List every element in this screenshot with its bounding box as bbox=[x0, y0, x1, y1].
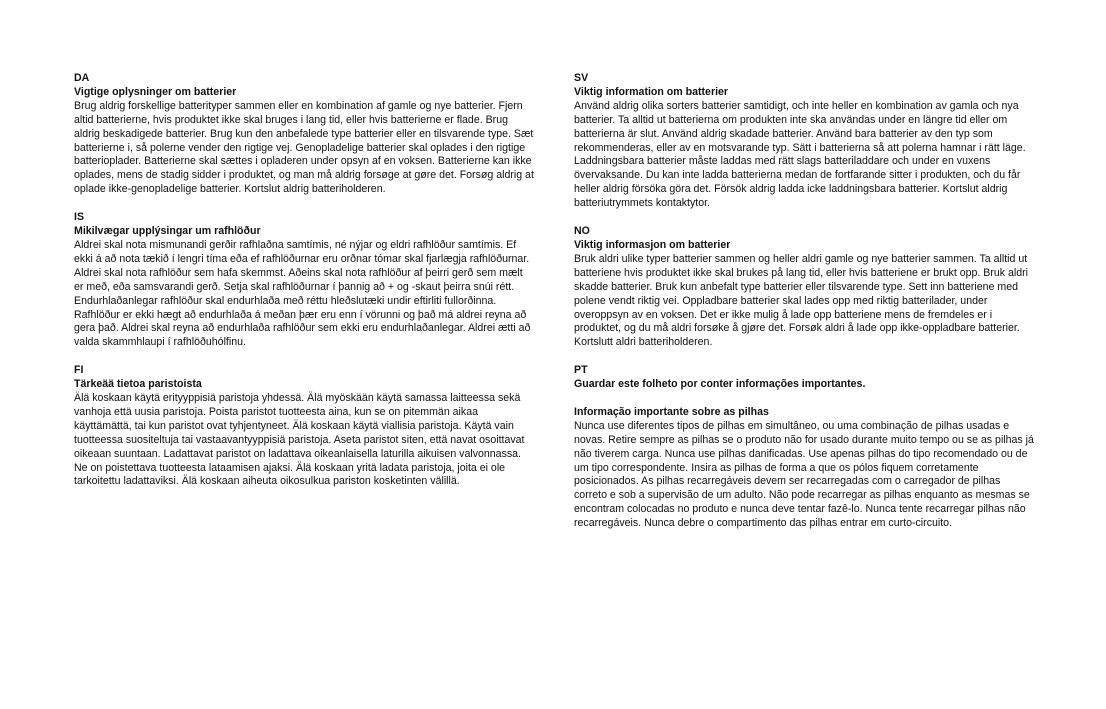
right-column bbox=[574, 72, 1034, 545]
section-sv bbox=[574, 72, 1034, 211]
section-body: Brug aldrig forskellige batterityper sammen eller en kombination af gamle og nye batterier. Fjern altid batterierne, hvis produktet ikke skal bruges i lang tid, eller hvis batterierne er flade. Brug aldrig beskadigede batterier. Brug kun den anbefalede type batterier eller en tilsvarende type. Sæt batterierne i, så polerne vender den rigtige vej. Genopladelige batterier skal oplades i den rigtige batterioplader. Batterierne skal sættes i opladeren under opsyn af en voksen. Batterierne kan ikke oplades, mens de stadig sidder i produktet, og man må aldrig forsøge at gøre det. Forsøg aldrig at oplade ikke-genopladelige batterier. Kortslut aldrig batteriholderen. bbox=[74, 99, 534, 196]
language-code: PT bbox=[574, 364, 588, 377]
language-code: DA bbox=[74, 72, 90, 84]
section-pt bbox=[574, 364, 1034, 531]
language-code: SV bbox=[574, 72, 589, 84]
language-code: IS bbox=[74, 211, 85, 224]
section-no bbox=[574, 225, 1034, 350]
language-code: NO bbox=[574, 225, 590, 238]
section-is bbox=[74, 211, 534, 350]
keep-leaflet-notice: Guardar este folheto por conter informações importantes. bbox=[574, 378, 866, 391]
section-body: Bruk aldri ulike typer batterier sammen og heller aldri gamle og nye batterier sammen. Ta alltid ut batteriene hvis produktet ikke skal brukes på lang tid, eller hvis batteriene er brukt opp. Bruk aldri skadde batterier. Bruk kun anbefalt type batterier eller tilsvarende type. Sett inn batteriene med polene vendt riktig vei. Oppladbare batterier skal lades opp med riktig batterilader, under overoppsyn av en voksen. Det er ikke mulig å lade opp batteriene mens de fremdeles er i produktet, og du må aldri forsøke å gjøre det. Forsøk aldri å lade opp ikke-oppladbare batterier. Kortslutt aldri batteriholderen. bbox=[574, 252, 1029, 349]
left-column bbox=[74, 72, 534, 503]
section-heading: Tärkeää tietoa paristoista bbox=[74, 378, 202, 391]
section-heading: Vigtige oplysninger om batterier bbox=[74, 85, 237, 98]
section-heading: Viktig informasjon om batterier bbox=[574, 238, 731, 251]
section-heading: Informação importante sobre as pilhas bbox=[574, 405, 769, 418]
section-heading: Mikilvægar upplýsingar um rafhlöður bbox=[74, 225, 261, 238]
section-heading: Viktig information om batterier bbox=[574, 85, 729, 98]
section-fi bbox=[74, 364, 534, 489]
section-body: Älä koskaan käytä erityyppisiä paristoja yhdessä. Älä myöskään käytä samassa laitteessa sekä vanhoja että uusia paristoja. Poista paristot tuotteesta aina, kun se on pitemmän aikaa käyttämättä, tai kun paristot ovat tyhjentyneet. Älä koskaan käytä viallisia paristoja. Käytä vain tuotteessa suositeltuja tai vastaavantyyppisiä paristoja. Aseta paristot siten, että navat osoittavat oikeaan suuntaan. Ladattavat paristot on ladattava oikeanlaisella laturilla aikuisen valvonnassa. Ne on poistettava tuotteesta lataamisen ajaksi. Älä koskaan yritä ladata paristoja, joita ei ole tarkoitettu ladattaviksi. Älä koskaan aiheuta oikosulkua pariston kosketinten välillä. bbox=[74, 392, 525, 488]
section-body: Använd aldrig olika sorters batterier samtidigt, och inte heller en kombination av gamla och nya batterier. Ta alltid ut batterierna om produkten inte ska användas under en längre tid eller om batterierna är slut. Använd aldrig skadade batterier. Använd bara batterier av den typ som rekommenderas, eller av en motsvarande typ. Sätt i batterierna så att polerna hamnar i rätt läge. Laddningsbara batterier måste laddas med rätt slags batteriladdare och under en vuxens övervaksande. Du kan inte ladda batterierna medan de fortfarande sitter i produkten, och du får heller aldrig försöka göra det. Försök aldrig ladda icke laddningsbara batterier. Kortslut aldrig batteriutrymmets kontaktytor. bbox=[574, 99, 1026, 210]
section-da bbox=[74, 72, 534, 197]
language-code: FI bbox=[74, 364, 84, 377]
section-body: Aldrei skal nota mismunandi gerðir rafhlaðna samtímis, né nýjar og eldri rafhlöður samtímis. Ef ekki á að nota tækið í lengri tíma eða ef rafhlöðurnar eru orðnar tómar skal fjarlægja rafhlöðurnar. Aldrei skal nota rafhlöður sem hafa skemmst. Aðeins skal nota rafhlöður af þeirri gerð sem mælt er með, eða samsvarandi gerð. Setja skal rafhlöðurnar í þannig að + og -skaut þeirra snúi rétt. Endurhlaðanlegar rafhlöður skal endurhlaða með réttu hleðslutæki undir eftirliti fullorðinna. Rafhlöður er ekki hægt að endurhlaða á meðan þær eru enn í vörunni og það má aldrei reyna að gera það. Aldrei skal reyna að endurhlaða rafhlöður sem ekki eru endurhlaðanlegar. Aldrei ætti að valda skammhlaupi í rafhlöðuhólfinu. bbox=[74, 238, 531, 349]
section-body: Nunca use diferentes tipos de pilhas em simultâneo, ou uma combinação de pilhas usadas e novas. Retire sempre as pilhas se o produto não for usado durante muito tempo ou se as pilhas já não tiverem carga. Nunca use pilhas danificadas. Use apenas pilhas do tipo recomendado ou de um tipo correspondente. Insira as pilhas de forma a que os pólos fiquem corretamente posicionados. As pilhas recarregáveis devem ser recarregadas com o carregador de pilhas correto e sob a supervisão de um adulto. Não pode recarregar as pilhas enquanto as mesmas se encontram colocadas no produto e nunca deve tentar fazê-lo. Nunca tente recarregar pilhas não recarregáveis. Nunca debre o compartimento das pilhas entrar em curto-circuito. bbox=[574, 419, 1034, 530]
